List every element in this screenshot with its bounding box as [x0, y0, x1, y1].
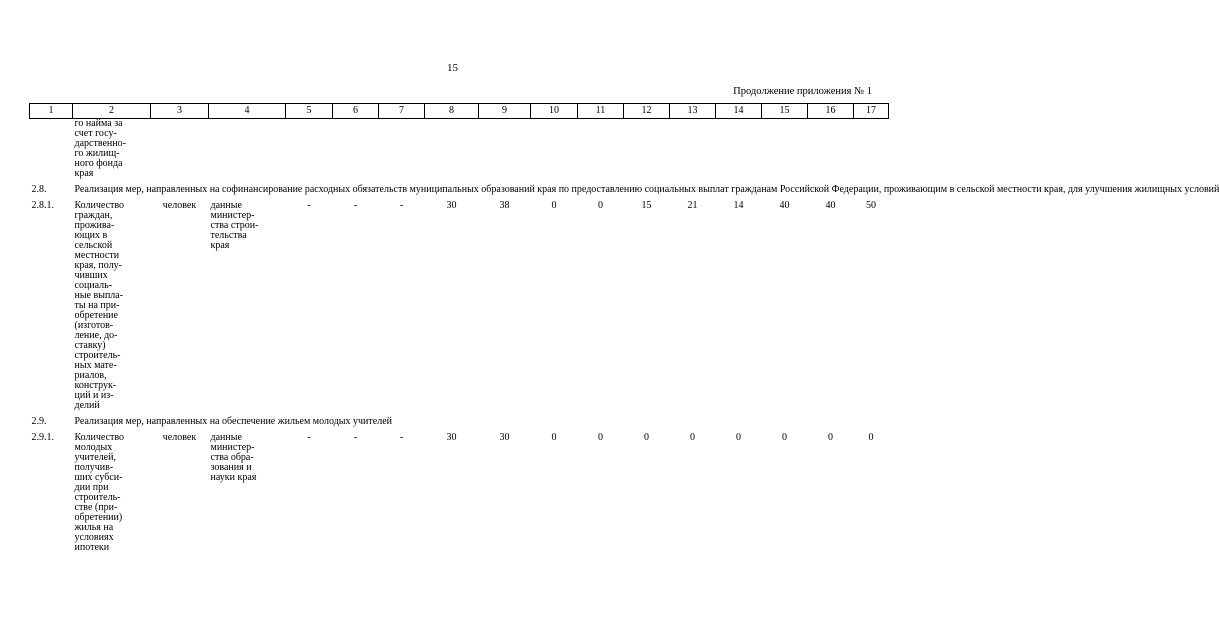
value-cell: 0	[644, 432, 649, 443]
section-number: 2.8.	[31, 184, 47, 195]
section-row-2-9	[30, 417, 889, 427]
column-header: 3	[151, 104, 209, 119]
value-cell: 40	[779, 200, 790, 211]
row-number: 2.9.1.	[31, 432, 54, 443]
table-header-row	[30, 104, 889, 119]
value-cell: -	[399, 432, 404, 443]
unit-cell: человек	[162, 200, 197, 211]
unit-cell: человек	[162, 432, 197, 443]
value-cell: -	[307, 432, 311, 443]
column-header: 14	[716, 104, 762, 119]
column-header: 9	[479, 104, 531, 119]
row-number: 2.8.1.	[31, 200, 54, 211]
value-cell: 0	[598, 200, 603, 211]
column-header: 10	[531, 104, 578, 119]
value-cell: 0	[598, 432, 603, 443]
value-cell: 0	[868, 432, 874, 443]
section-title: Реализация мер, направленных на софинансирование расходных обязательств муниципальных образований края по предоставлению социальных выплат гражданам Российской Федерации, проживающим в сельской местности края, для улучшения жилищных условий	[74, 184, 1219, 195]
column-header: 4	[209, 104, 286, 119]
section-row-2-8	[30, 185, 889, 195]
value-cell: 38	[499, 200, 510, 211]
column-header: 6	[333, 104, 379, 119]
column-header: 15	[762, 104, 808, 119]
value-cell: 15	[641, 200, 652, 211]
value-cell: 0	[551, 200, 557, 211]
column-header: 16	[808, 104, 854, 119]
table-row-2-8-1	[30, 201, 889, 411]
source-text: данные министер- ства обра- зования и науки края	[210, 432, 257, 483]
value-cell: -	[353, 432, 358, 443]
table-row-2-9-1	[30, 433, 889, 553]
column-header: 1	[30, 104, 73, 119]
value-cell: 0	[736, 432, 741, 443]
source-text: данные министер- ства строи- тельства края	[210, 200, 259, 251]
column-header: 7	[379, 104, 425, 119]
fragment-indicator-text: го найма за счет госу- дарственно- го жилищ- ного фонда края	[74, 118, 126, 179]
column-header: 11	[578, 104, 624, 119]
value-cell: 30	[499, 432, 510, 443]
continuation-label: Продолжение приложения № 1	[733, 86, 872, 97]
fragment-row	[30, 119, 889, 180]
indicator-text: Количество граждан, прожива- ющих в сельской местности края, полу- чивших социаль- ные выпла- ты на при- обретение (изготов- ление, до- ставку) строитель- ных мате- риалов, конструк- ций и из- делий	[74, 200, 125, 411]
column-header: 5	[286, 104, 333, 119]
section-title: Реализация мер, направленных на обеспечение жильем молодых учителей	[74, 416, 392, 427]
section-number: 2.9.	[31, 416, 47, 427]
value-cell: 0	[782, 432, 787, 443]
value-cell: 21	[687, 200, 698, 211]
data-table	[29, 103, 1219, 553]
column-header: 8	[425, 104, 479, 119]
value-cell: 40	[825, 200, 836, 211]
indicator-text: Количество молодых учителей, получив- ших субси- дии при строитель- стве (при- обретении) жилья на условиях ипотеки	[74, 432, 125, 553]
column-header: 13	[670, 104, 716, 119]
value-cell: 30	[446, 432, 457, 443]
value-cell: 0	[690, 432, 695, 443]
value-cell: -	[399, 200, 404, 211]
value-cell: 30	[446, 200, 457, 211]
value-cell: -	[307, 200, 311, 211]
value-cell: -	[353, 200, 358, 211]
value-cell: 0	[551, 432, 557, 443]
column-header: 17	[854, 104, 889, 119]
column-header: 12	[624, 104, 670, 119]
column-header: 2	[73, 104, 151, 119]
value-cell: 0	[828, 432, 833, 443]
page-number: 15	[447, 62, 458, 74]
value-cell: 50	[866, 200, 876, 211]
value-cell: 14	[733, 200, 744, 211]
